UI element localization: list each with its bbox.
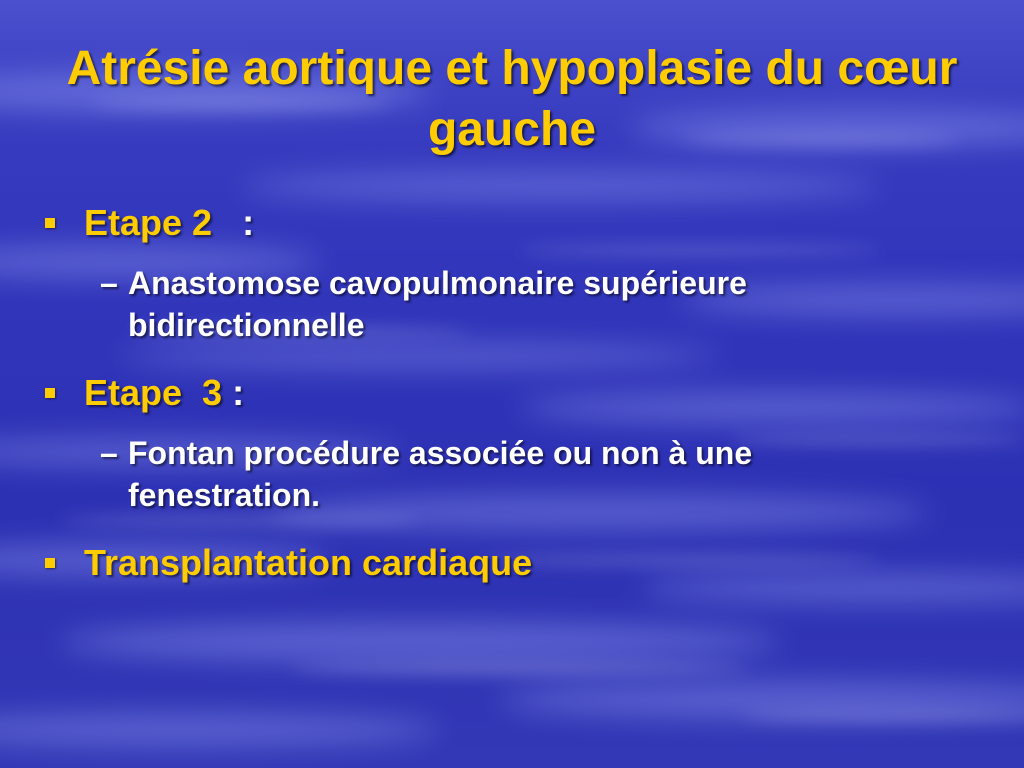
bullet-separator: : bbox=[212, 202, 255, 243]
bullet-item-etape-3 bbox=[45, 372, 245, 540]
bullet-item-transplantation bbox=[45, 542, 533, 710]
bullet-separator: : bbox=[222, 372, 245, 413]
square-bullet-icon bbox=[45, 218, 55, 228]
dash-bullet-icon: – bbox=[100, 435, 118, 471]
bullet-label: Etape 3 bbox=[84, 372, 223, 413]
square-bullet-icon bbox=[45, 388, 55, 398]
bullet-label: Transplantation cardiaque bbox=[84, 542, 533, 583]
slide-title: Atrésie aortique et hypoplasie du cœur gauche bbox=[66, 42, 958, 156]
sub-item-text: Anastomose cavopulmonaire supérieure bidirectionnelle bbox=[128, 265, 747, 343]
bullet-label: Etape 2 bbox=[84, 202, 213, 243]
bullet-item-etape-2 bbox=[45, 202, 255, 370]
dash-bullet-icon: – bbox=[100, 265, 118, 301]
square-bullet-icon bbox=[45, 558, 55, 568]
sub-item-text: Fontan procédure associée ou non à une fenestration. bbox=[128, 435, 753, 513]
